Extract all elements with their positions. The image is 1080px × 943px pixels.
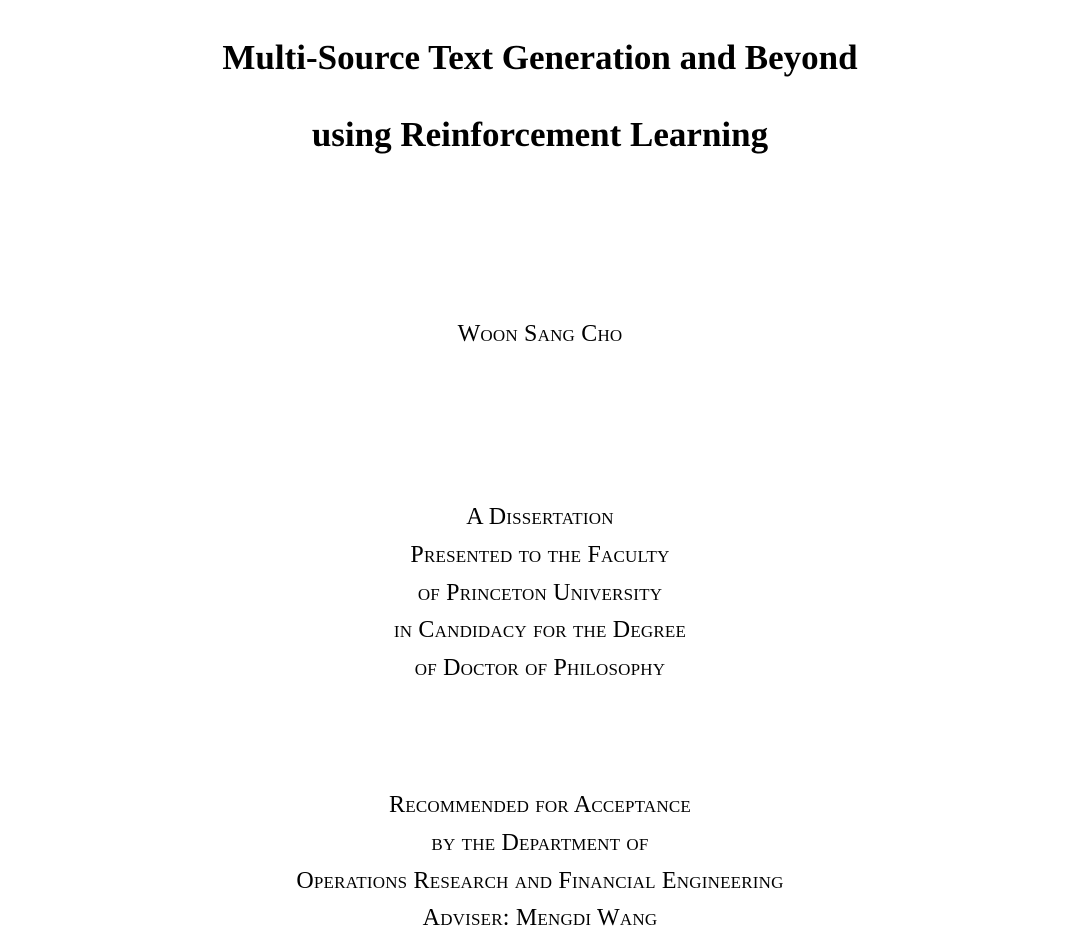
dissertation-line: of Princeton University: [417, 580, 663, 606]
recommendation-line: Operations Research and Financial Engineering: [296, 868, 784, 894]
title-line-1: Multi-Source Text Generation and Beyond: [222, 38, 858, 77]
author-name: Woon Sang Cho: [457, 321, 623, 347]
dissertation-line: Presented to the Faculty: [410, 542, 670, 568]
recommendation-line: Recommended for Acceptance: [389, 792, 691, 818]
recommendation-line: by the Department of: [431, 830, 649, 856]
dissertation-line: of Doctor of Philosophy: [414, 655, 666, 681]
title-line-2: using Reinforcement Learning: [311, 115, 769, 154]
dissertation-line: A Dissertation: [466, 504, 614, 530]
dissertation-line: in Candidacy for the Degree: [393, 617, 687, 643]
adviser-line: Adviser: Mengdi Wang: [422, 905, 658, 931]
